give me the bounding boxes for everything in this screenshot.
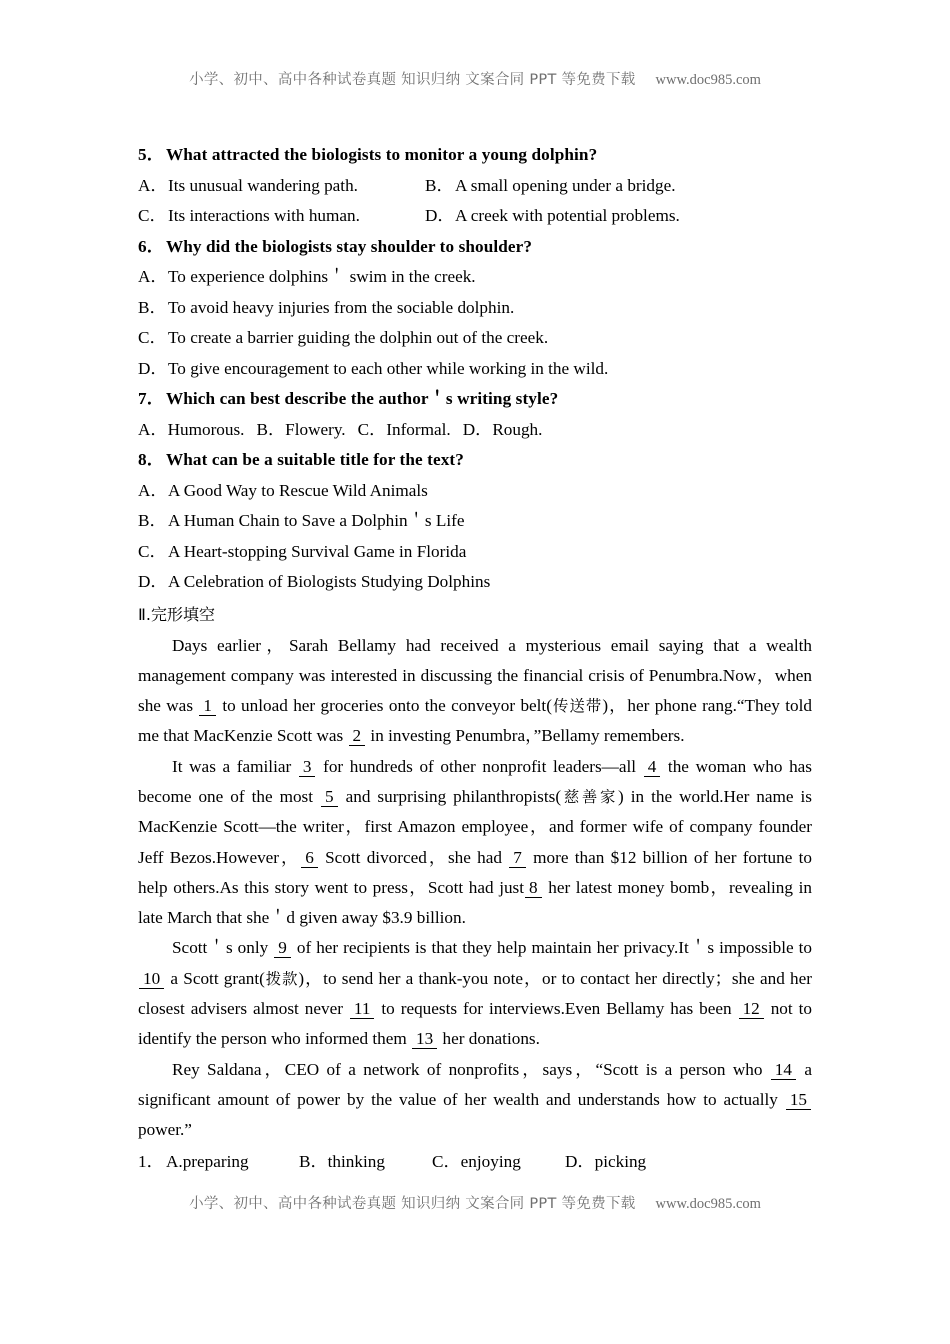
question-6-text: Why did the biologists stay shoulder to shoulder? (165, 236, 533, 256)
question-8-option-a[interactable] (138, 476, 812, 507)
option-letter: B． (425, 175, 454, 195)
cloze-blank-11[interactable]: 11 (350, 999, 375, 1019)
option-letter: A． (138, 419, 168, 439)
question-8-number: 8． (138, 450, 164, 469)
cloze-paragraph-4: Rey Saldana，CEO of a network of nonprofits，says，“Scott is a person who 14 a significant amount of power by the value of her wealth and understands how to actually 15 power.” (138, 1059, 812, 1140)
question-8-option-c[interactable] (138, 537, 812, 568)
option-text: To experience dolphins＇ swim in the creek. (168, 267, 476, 286)
question-8-option-b[interactable] (138, 506, 812, 537)
watermark-header-text: 小学、初中、高中各种试卷真题 知识归纳 文案合同 PPT 等免费下载 (189, 72, 636, 88)
cloze-blank-3[interactable]: 3 (299, 757, 316, 777)
option-text: A Heart-stopping Survival Game in Florida (168, 541, 467, 561)
cloze-blank-9[interactable]: 9 (274, 938, 291, 958)
question-5-option-a[interactable] (138, 171, 425, 202)
cloze-blank-6[interactable]: 6 (301, 848, 318, 868)
answer-option-c[interactable]: C．enjoying (432, 1151, 521, 1171)
question-7-options (138, 415, 812, 446)
question-6-option-a[interactable] (138, 262, 812, 293)
option-text: A Human Chain to Save a Dolphin＇s Life (168, 511, 465, 530)
option-letter: A． (138, 267, 168, 286)
cloze-paragraph-3: Scott＇s only 9 of her recipients is that they help maintain her privacy.It＇s impossible to 10 a Scott grant(拨款)，to send her a thank-you note，or to contact her directly；she and her closest advisers almost never 11 to requests for interviews.Even Bellamy has been 12 not to identify the person who informed them 13 her donations. (138, 938, 813, 1049)
question-8-text: What can be a suitable title for the text? (165, 450, 464, 469)
watermark-header-url: www.doc985.com (655, 72, 761, 88)
option-letter: C． (357, 419, 387, 439)
cloze-blank-1[interactable]: 1 (199, 696, 216, 716)
cloze-blank-2[interactable]: 2 (349, 726, 366, 746)
option-letter: D． (425, 206, 455, 225)
option-letter: B． (138, 511, 167, 530)
question-5-text: What attracted the biologists to monitor a young dolphin? (165, 145, 598, 164)
question-7-option-d[interactable] (463, 420, 543, 439)
question-5-number: 5． (138, 145, 164, 164)
watermark-footer-url: www.doc985.com (655, 1196, 761, 1212)
option-text: Its interactions with human. (168, 206, 360, 225)
option-text: Informal. (386, 419, 451, 439)
question-7-number: 7． (138, 389, 164, 408)
question-6-option-b[interactable] (138, 293, 812, 324)
chinese-gloss: 拨款 (264, 969, 299, 988)
cloze-paragraph-2: It was a familiar 3 for hundreds of other nonprofit leaders—all 4 the woman who has become one of the most 5 and surprising philanthropists(慈善家) in the world.Her name is MacKenzie Scott—the writer，first Amazon employee，and former wife of company founder Jeff Bezos.However， 6 Scott divorced，she had 7 more than $12 billion of her fortune to help others.As this story went to press，Scott had just 8 her latest money bomb，revealing in late March that she＇d given away $3.9 billion. (138, 756, 812, 928)
question-7-title (138, 384, 812, 415)
question-5-option-d[interactable] (425, 201, 680, 232)
option-letter: C． (138, 206, 167, 225)
question-5-option-b[interactable] (425, 171, 676, 202)
option-letter: C． (138, 541, 167, 561)
watermark-footer-text: 小学、初中、高中各种试卷真题 知识归纳 文案合同 PPT 等免费下载 (189, 1196, 636, 1212)
option-text: Rough. (492, 419, 543, 439)
option-text: Its unusual wandering path. (168, 175, 358, 195)
question-7-option-a[interactable] (138, 420, 244, 439)
question-7-option-c[interactable] (358, 420, 451, 439)
question-7-option-b[interactable] (256, 420, 345, 439)
cloze-section-heading (138, 600, 812, 630)
cloze-blank-13[interactable]: 13 (412, 1029, 437, 1049)
option-text: A creek with potential problems. (455, 206, 680, 225)
cloze-answer-row-1 (138, 1147, 812, 1178)
cloze-blank-7[interactable]: 7 (509, 848, 526, 868)
chinese-gloss: 传送带 (551, 697, 603, 716)
question-7-text: Which can best describe the author＇s writing style? (165, 389, 559, 408)
chinese-gloss: 慈善家 (561, 787, 619, 806)
question-6-option-c[interactable] (138, 323, 812, 354)
question-6-number: 6． (138, 236, 164, 256)
cloze-blank-5[interactable]: 5 (321, 787, 338, 807)
cloze-blank-14[interactable]: 14 (771, 1060, 796, 1080)
option-text: To create a barrier guiding the dolphin out of the creek. (168, 328, 549, 347)
section-heading-text: .完形填空 (145, 604, 215, 624)
option-text: A Good Way to Rescue Wild Animals (168, 480, 428, 500)
question-5-title (138, 140, 812, 171)
watermark-header (0, 68, 950, 89)
cloze-blank-8[interactable]: 8 (525, 878, 542, 898)
answer-row-number: 1． (138, 1151, 164, 1171)
option-text: To avoid heavy injuries from the sociable dolphin. (168, 297, 515, 317)
question-8-option-d[interactable] (138, 567, 812, 598)
option-letter: D． (138, 572, 168, 591)
option-text: A small opening under a bridge. (455, 175, 676, 195)
option-text: A Celebration of Biologists Studying Dolphins (168, 572, 491, 591)
document-content (138, 140, 812, 1177)
option-letter: C． (138, 328, 167, 347)
option-letter: A． (138, 480, 168, 500)
option-letter: B． (256, 419, 286, 439)
answer-option-d[interactable]: D．picking (565, 1151, 647, 1171)
answer-option-b[interactable]: B．thinking (299, 1151, 385, 1171)
section-roman-numeral: Ⅱ (138, 606, 146, 624)
option-text: To give encouragement to each other while working in the wild. (168, 358, 609, 378)
option-letter: D． (138, 358, 168, 378)
cloze-blank-4[interactable]: 4 (644, 757, 661, 777)
question-6-option-d[interactable] (138, 354, 812, 385)
option-text: Flowery. (285, 419, 346, 439)
question-6-title (138, 232, 812, 263)
option-letter: A． (138, 175, 168, 195)
option-text: Humorous. (167, 419, 245, 439)
cloze-blank-15[interactable]: 15 (786, 1090, 811, 1110)
question-5-option-c[interactable] (138, 201, 425, 232)
cloze-paragraph-1: Days earlier，Sarah Bellamy had received a mysterious email saying that a wealth management company was interested in discussing the financial crisis of Penumbra.Now，when she was 1 to unload her groceries onto the conveyor belt(传送带)，her phone rang.“They told me that MacKenzie Scott was 2 in investing Penumbra，”Bellamy remembers. (138, 635, 812, 746)
cloze-blank-10[interactable]: 10 (139, 969, 164, 989)
option-letter: D． (462, 419, 493, 439)
watermark-footer (0, 1192, 950, 1213)
question-5-options-row-2 (138, 201, 812, 232)
answer-option-a[interactable]: A.preparing (166, 1151, 249, 1171)
cloze-blank-12[interactable]: 12 (739, 999, 764, 1019)
question-8-title (138, 445, 812, 476)
question-5-options-row-1 (138, 171, 812, 202)
option-letter: B． (138, 297, 167, 317)
